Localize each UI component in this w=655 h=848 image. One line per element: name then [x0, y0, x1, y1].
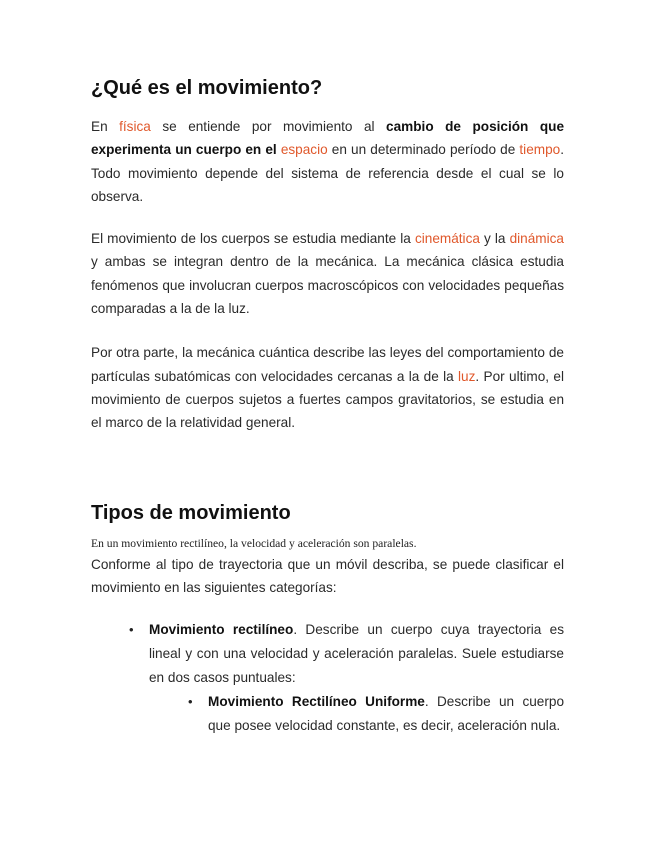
text: Por otra parte, la mecánica cuántica describe las leyes del comportamiento de partículas subatómicas con velocidades cercanas a la de la	[91, 345, 564, 384]
text: . Todo movimiento depende del sistema de referencia desde el cual se lo observa.	[91, 142, 564, 204]
document-page	[91, 70, 564, 738]
text: Conforme al tipo de trayectoria que un móvil describa, se puede clasificar el movimiento en las siguientes categorías:	[91, 556, 564, 595]
paragraph-cinematica	[91, 227, 564, 320]
paragraph-definicion	[91, 115, 564, 208]
paragraph-cuantica	[91, 341, 564, 434]
text: . Describe un cuerpo que posee velocidad constante, es decir, aceleración nula.	[208, 694, 565, 734]
link-tiempo[interactable]: tiempo	[519, 142, 561, 158]
text: se entiende por movimiento al	[150, 119, 387, 134]
bold-definition: cambio de posición que experimenta un cuerpo en el	[91, 119, 565, 158]
section-title-tipos: Tipos de movimiento	[91, 501, 291, 524]
bold-term: Movimiento Rectilíneo Uniforme	[208, 694, 425, 710]
section-title-movimiento: ¿Qué es el movimiento?	[91, 77, 323, 99]
bullet-marker: •	[129, 622, 134, 638]
link-espacio[interactable]: espacio	[280, 142, 328, 158]
movement-types-list	[91, 618, 564, 738]
image-caption: En un movimiento rectilíneo, la velocidad y aceleración son paralelas.	[91, 536, 417, 550]
list-item-rectilineo	[129, 618, 565, 690]
text: . Describe un cuerpo cuya trayectoria es lineal y con una velocidad y aceleración paralelas. Suele estudiarse en dos casos puntuales:	[149, 622, 565, 686]
link-dinamica[interactable]: dinámica	[509, 231, 564, 247]
bold-term: Movimiento rectilíneo	[149, 622, 294, 638]
text: En	[91, 119, 120, 134]
text: y la	[479, 231, 510, 247]
list-item-mru	[188, 690, 565, 738]
link-luz[interactable]: luz	[458, 368, 476, 384]
text: y ambas se integran dentro de la mecánica. La mecánica clásica estudia fenómenos que involucran cuerpos macroscópicos con velocidades pequeñas comparadas a la de la luz.	[91, 254, 564, 317]
paragraph-clasificacion	[91, 553, 564, 600]
text: El movimiento de los cuerpos se estudia mediante la	[91, 231, 415, 247]
link-fisica[interactable]: física	[119, 119, 151, 134]
text: en un determinado período de	[327, 142, 520, 158]
link-cinematica[interactable]: cinemática	[414, 231, 480, 247]
text: . Por ultimo, el movimiento de cuerpos sujetos a fuertes campos gravitatorios, se estudia en el marco de la relatividad general.	[91, 368, 564, 431]
bullet-marker: •	[188, 694, 193, 710]
